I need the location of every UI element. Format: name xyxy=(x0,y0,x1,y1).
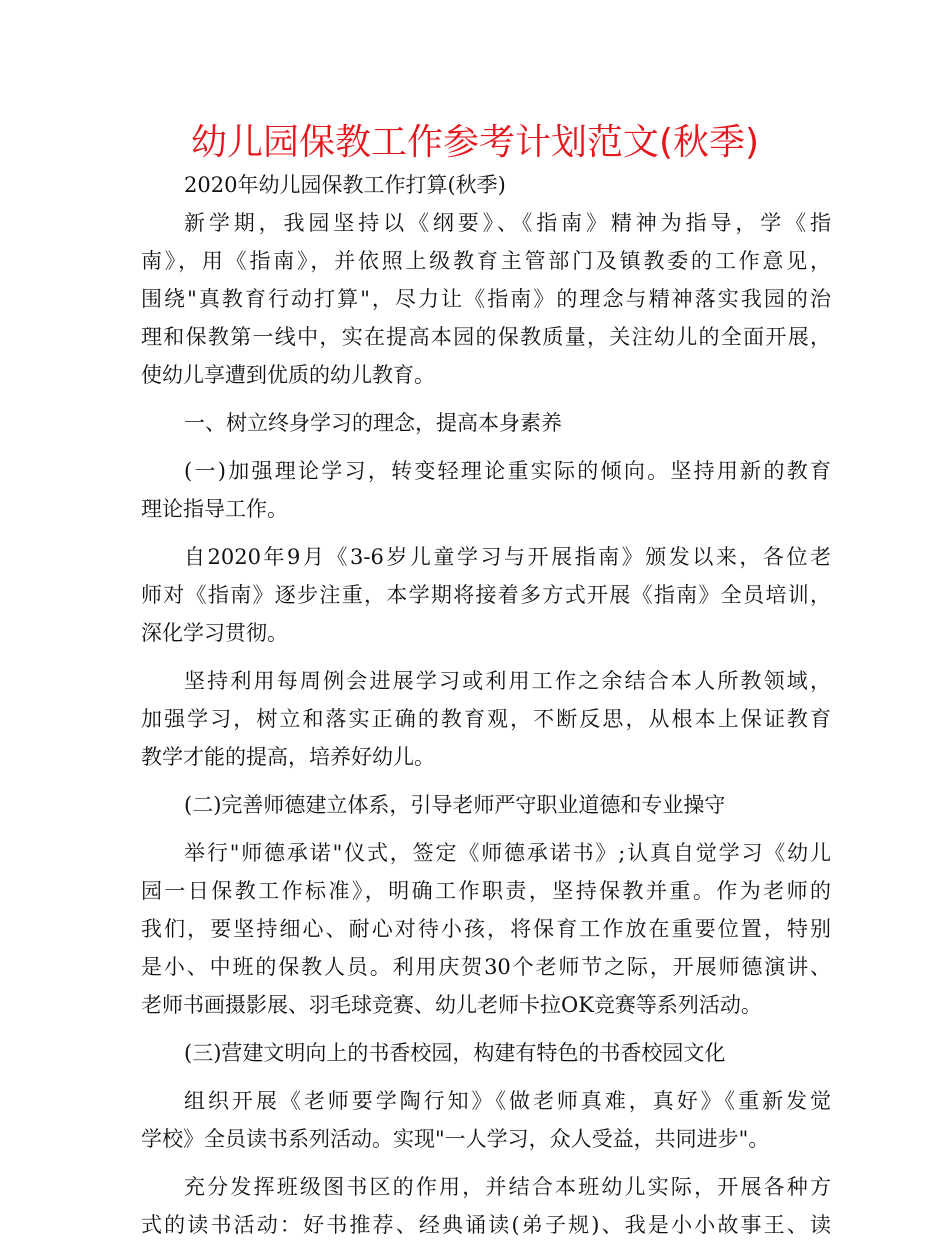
paragraph-line: 南》，用《指南》，并依照上级教育主管部门及镇教委的工作意见， xyxy=(141,249,831,273)
paragraph-line: 师对《指南》逐步注重，本学期将接着多方式开展《指南》全员培训， xyxy=(141,583,831,607)
paragraph-line: 式的读书活动：好书推荐、经典诵读(弟子规)、我是小小故事王、读 xyxy=(141,1213,831,1237)
paragraph-line: 围绕"真教育行动打算"，尽力让《指南》的理念与精神落实我园的治 xyxy=(141,287,831,311)
paragraph-line: 组织开展《老师要学陶行知》《做老师真难，真好》《重新发觉 xyxy=(184,1089,831,1113)
paragraph-line: 我们，要坚持细心、耐心对待小孩，将保育工作放在重要位置，特别 xyxy=(141,917,831,941)
paragraph-line: 充分发挥班级图书区的作用，并结合本班幼儿实际，开展各种方 xyxy=(184,1175,831,1199)
subsection-heading: (二)完善师德建立体系，引导老师严守职业道德和专业操守 xyxy=(184,793,726,817)
paragraph-line: 理论指导工作。 xyxy=(141,497,288,521)
paragraph-line: 新学期，我园坚持以《纲要》、《指南》精神为指导，学《指 xyxy=(184,211,831,235)
paragraph-line: 坚持利用每周例会进展学习或利用工作之余结合本人所教领域， xyxy=(184,669,831,693)
paragraph-line: 使幼儿享遭到优质的幼儿教育。 xyxy=(141,363,435,387)
subsection-heading: (三)营建文明向上的书香校园，构建有特色的书香校园文化 xyxy=(184,1041,726,1065)
document-title: 幼儿园保教工作参考计划范文(秋季) xyxy=(190,122,760,163)
document-body xyxy=(141,166,831,1244)
paragraph-line: 学校》全员读书系列活动。实现"一人学习，众人受益，共同进步"。 xyxy=(141,1127,770,1151)
paragraph-line: 教学才能的提高，培养好幼儿。 xyxy=(141,745,435,769)
paragraph-line: 老师书画摄影展、羽毛球竞赛、幼儿老师卡拉OK竞赛等系列活动。 xyxy=(141,993,762,1017)
paragraph-line: 园一日保教工作标准》，明确工作职责，坚持保教并重。作为老师的 xyxy=(141,879,831,903)
subtitle-line: 2020年幼儿园保教工作打算(秋季) xyxy=(184,173,506,197)
section-heading: 一、树立终身学习的理念，提高本身素养 xyxy=(184,411,562,435)
paragraph-line: 加强学习，树立和落实正确的教育观，不断反思，从根本上保证教育 xyxy=(141,707,831,731)
paragraph-line: 是小、中班的保教人员。利用庆贺30个老师节之际，开展师德演讲、 xyxy=(141,955,831,979)
paragraph-line: 理和保教第一线中，实在提高本园的保教质量，关注幼儿的全面开展， xyxy=(141,325,831,349)
paragraph-line: 深化学习贯彻。 xyxy=(141,621,288,645)
paragraph-line: 举行"师德承诺"仪式，签定《师德承诺书》;认真自觉学习《幼儿 xyxy=(184,841,831,865)
paragraph-line: 自2020年9月《3-6岁儿童学习与开展指南》颁发以来，各位老 xyxy=(184,545,831,569)
subsection-heading: (一)加强理论学习，转变轻理论重实际的倾向。坚持用新的教育 xyxy=(184,459,831,483)
